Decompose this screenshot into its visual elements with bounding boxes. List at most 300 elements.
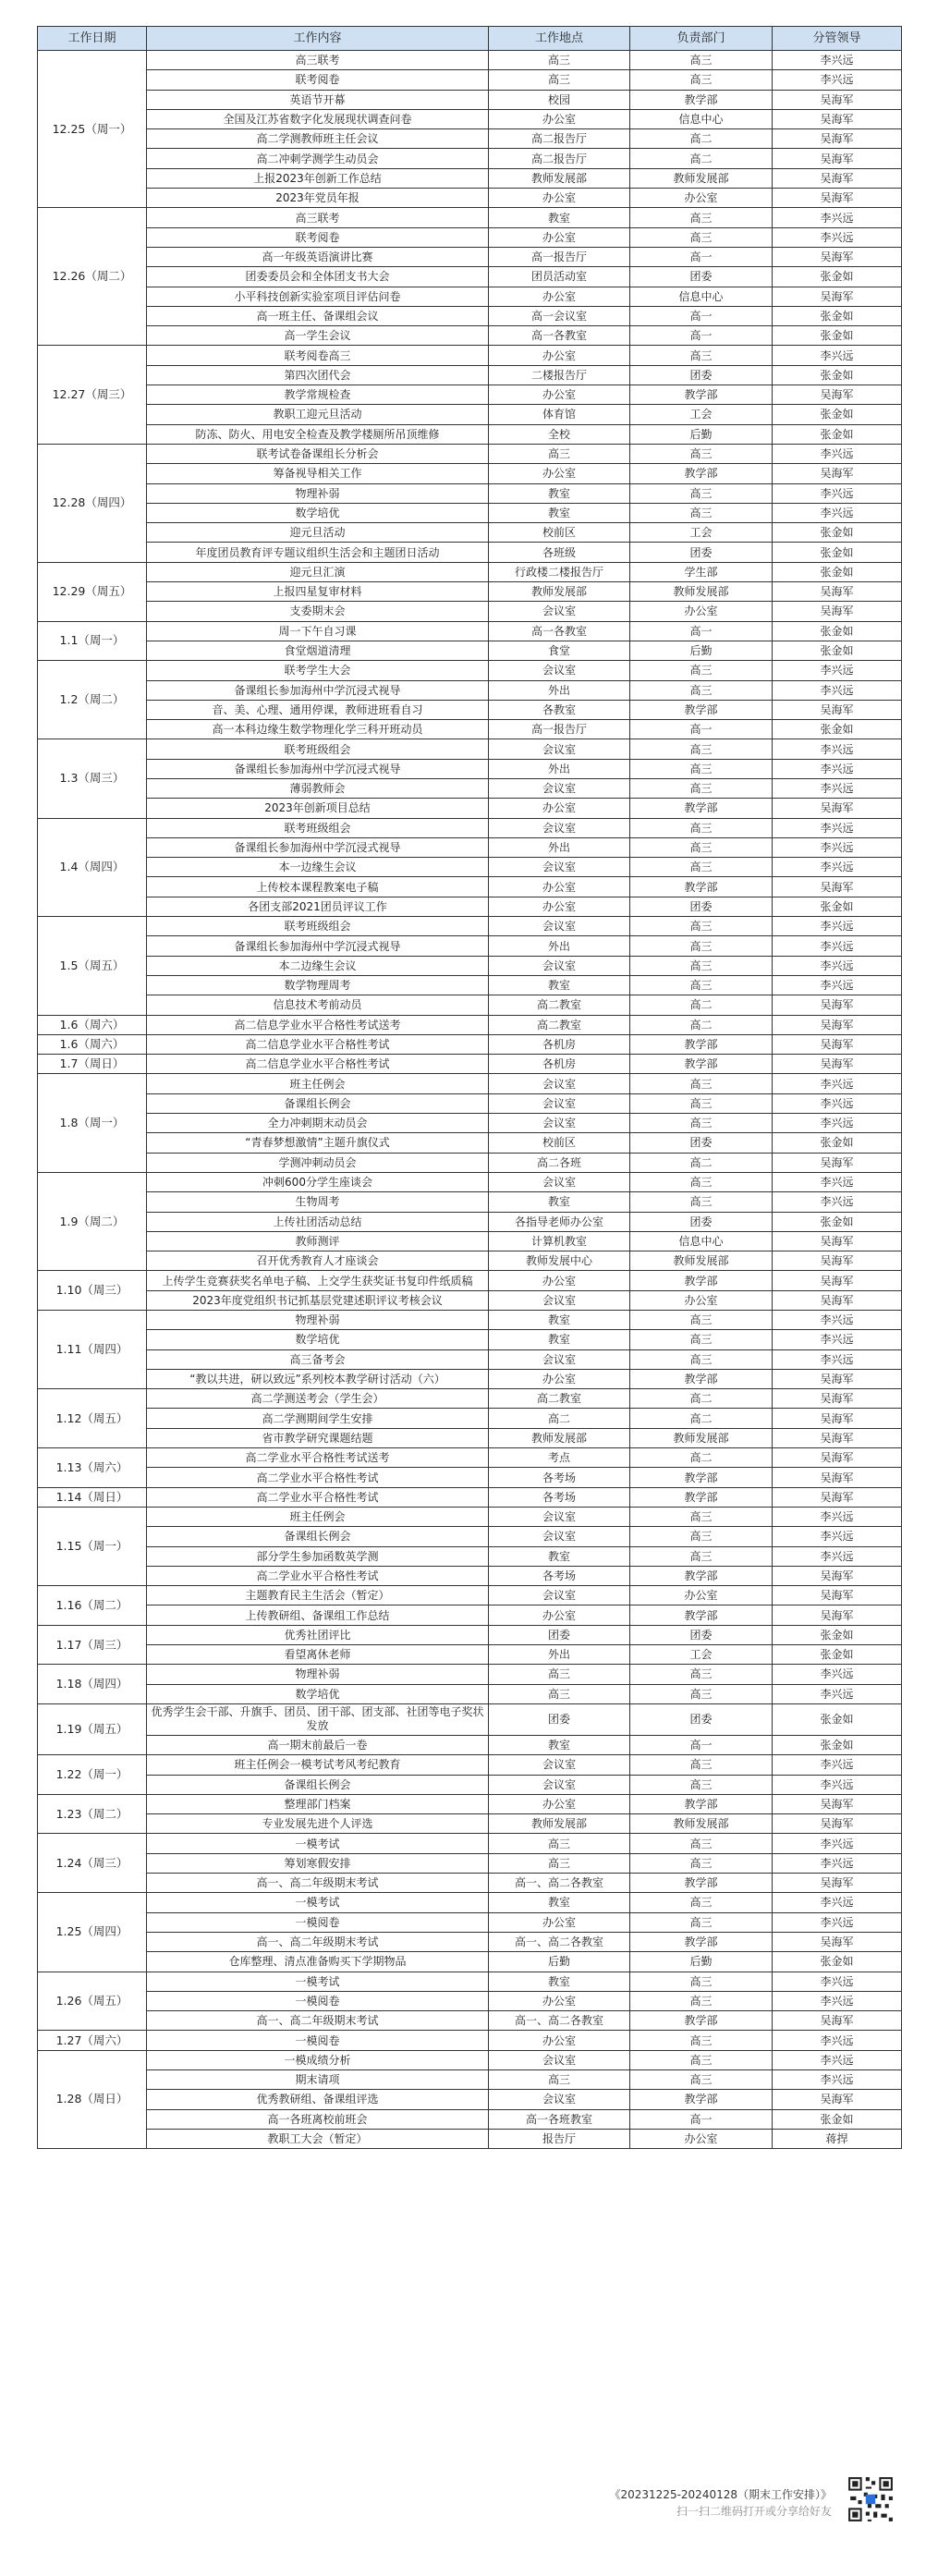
department-cell: 高二 [630,129,773,149]
qr-code-icon[interactable] [847,2475,895,2523]
table-row [38,2031,902,2050]
department-cell: 高三 [630,346,773,365]
table-row [38,287,902,306]
department-cell: 教学部 [630,1369,773,1388]
table-row [38,641,902,660]
work-cell: 看望离休老师 [147,1645,489,1665]
table-row [38,385,902,405]
leader-cell: 李兴远 [773,975,902,995]
location-cell: 办公室 [489,1991,630,2010]
table-row [38,858,902,877]
location-cell: 计算机教室 [489,1231,630,1251]
table-row [38,1468,902,1487]
table-row [38,247,902,266]
work-cell: 高一各班离校前班会 [147,2109,489,2129]
location-cell: 各机房 [489,1055,630,1074]
table-row [38,2069,902,2089]
location-cell: 校园 [489,90,630,109]
location-cell: 各考场 [489,1468,630,1487]
work-cell: 联考试卷备课组长分析会 [147,444,489,463]
footer-title: 《20231225-20240128（期末工作安排）》 [609,2488,832,2501]
department-cell: 高三 [630,1912,773,1932]
work-cell: 高二信息学业水平合格性考试 [147,1034,489,1054]
date-cell: 1.12（周五） [38,1389,147,1448]
department-cell: 高三 [630,936,773,956]
work-cell: 优秀学生会干部、升旗手、团员、团干部、团支部、社团等电子奖状发放 [147,1703,489,1735]
date-cell: 1.19（周五） [38,1703,147,1754]
table-row [38,995,902,1015]
location-cell: 报告厅 [489,2129,630,2148]
table-row [38,1271,902,1290]
table-row [38,1055,902,1074]
table-row [38,444,902,463]
location-cell: 外出 [489,936,630,956]
department-cell: 高三 [630,818,773,837]
leader-cell: 吴海军 [773,1586,902,1605]
leader-cell: 吴海军 [773,1034,902,1054]
location-cell: 会议室 [489,739,630,759]
department-cell: 高三 [630,1546,773,1566]
work-cell: 高一、高二年级期末考试 [147,1874,489,1893]
leader-cell: 李兴远 [773,818,902,837]
work-cell: 班主任例会一模考试考风考纪教育 [147,1755,489,1775]
table-row [38,661,902,680]
leader-cell: 吴海军 [773,189,902,208]
location-cell: 会议室 [489,858,630,877]
date-cell: 1.15（周一） [38,1507,147,1585]
work-cell: 高二学测教师班主任会议 [147,129,489,149]
location-cell: 高一各班教室 [489,2109,630,2129]
table-row [38,464,902,483]
work-cell: 上报2023年创新工作总结 [147,168,489,188]
work-cell: 上传社团活动总结 [147,1212,489,1231]
leader-cell: 张金如 [773,562,902,581]
work-cell: 冲刺600分学生座谈会 [147,1172,489,1191]
department-cell: 高三 [630,1775,773,1794]
work-cell: 高一年级英语演讲比赛 [147,247,489,266]
location-cell: 教室 [489,1972,630,1991]
work-cell: 联考学生大会 [147,661,489,680]
department-cell: 教师发展部 [630,168,773,188]
work-cell: 物理补弱 [147,1311,489,1330]
department-cell: 高三 [630,1114,773,1133]
department-cell: 团委 [630,897,773,916]
table-row [38,1834,902,1853]
location-cell: 会议室 [489,1586,630,1605]
department-cell: 办公室 [630,2129,773,2148]
table-row [38,582,902,602]
location-cell: 办公室 [489,1369,630,1388]
table-row [38,1586,902,1605]
table-row [38,405,902,424]
leader-cell: 吴海军 [773,109,902,128]
department-cell: 高三 [630,1074,773,1093]
work-cell: 筹备视导相关工作 [147,464,489,483]
location-cell: 教室 [489,503,630,522]
leader-cell: 吴海军 [773,700,902,719]
location-cell: 办公室 [489,227,630,247]
table-row [38,1172,902,1191]
location-cell: 会议室 [489,661,630,680]
work-cell: 高二学业水平合格性考试 [147,1487,489,1507]
table-row [38,523,902,543]
work-cell: 团委委员会和全体团支书大会 [147,267,489,287]
leader-cell: 李兴远 [773,1834,902,1853]
leader-cell: 吴海军 [773,129,902,149]
location-cell: 高一、高二各教室 [489,2011,630,2031]
department-cell: 高三 [630,917,773,936]
department-cell: 高二 [630,149,773,168]
leader-cell: 李兴远 [773,1192,902,1212]
location-cell: 教师发展部 [489,1814,630,1834]
location-cell: 教室 [489,208,630,227]
table-row [38,2011,902,2031]
leader-cell: 李兴远 [773,759,902,778]
table-row [38,1290,902,1310]
department-cell: 高三 [630,1507,773,1526]
department-cell: 办公室 [630,602,773,621]
work-cell: 联考阅卷高三 [147,346,489,365]
leader-cell: 李兴远 [773,346,902,365]
work-cell: 高三备考会 [147,1349,489,1369]
table-row [38,267,902,287]
table-row [38,1349,902,1369]
department-cell: 高二 [630,1409,773,1428]
table-row [38,70,902,90]
work-cell: 防冻、防火、用电安全检查及教学楼厕所吊顶维修 [147,424,489,444]
leader-cell: 蒋捍 [773,2129,902,2148]
location-cell: 各考场 [489,1487,630,1507]
leader-cell: 张金如 [773,1952,902,1972]
department-cell: 教学部 [630,2090,773,2109]
location-cell: 会议室 [489,1172,630,1191]
department-cell: 高一 [630,720,773,739]
work-cell: 高二学业水平合格性考试 [147,1566,489,1585]
location-cell: 外出 [489,680,630,700]
work-cell: 备课组长例会 [147,1527,489,1546]
location-cell: 高二教室 [489,995,630,1015]
work-cell: 学测冲刺动员会 [147,1153,489,1172]
location-cell: 团员活动室 [489,267,630,287]
work-cell: 教职工大会（暂定） [147,2129,489,2148]
location-cell: 教室 [489,483,630,503]
table-row [38,306,902,325]
leader-cell: 吴海军 [773,1369,902,1388]
work-cell: 联考班级组会 [147,739,489,759]
location-cell: 高三 [489,1684,630,1703]
department-cell: 高一 [630,326,773,346]
table-row [38,109,902,128]
date-cell: 1.22（周一） [38,1755,147,1795]
location-cell: 体育馆 [489,405,630,424]
department-cell: 高三 [630,1972,773,1991]
table-row [38,1487,902,1507]
location-cell: 二楼报告厅 [489,365,630,385]
location-cell: 办公室 [489,1605,630,1625]
leader-cell: 李兴远 [773,1349,902,1369]
table-row [38,837,902,857]
department-cell: 办公室 [630,189,773,208]
location-cell: 会议室 [489,1114,630,1133]
department-cell: 高三 [630,739,773,759]
schedule-sheet [37,26,901,2149]
location-cell: 办公室 [489,385,630,405]
leader-cell: 李兴远 [773,208,902,227]
table-row [38,1794,902,1813]
table-row [38,720,902,739]
location-cell: 高三 [489,51,630,70]
department-cell: 教师发展部 [630,582,773,602]
work-cell: 高二信息学业水平合格性考试送考 [147,1015,489,1034]
department-cell: 教学部 [630,700,773,719]
location-cell: 高二教室 [489,1015,630,1034]
leader-cell: 张金如 [773,405,902,424]
work-cell: 一模考试 [147,1834,489,1853]
date-cell: 1.8（周一） [38,1074,147,1172]
footer-hint: 扫一扫二维码打开或分享给好友 [676,2505,832,2518]
date-cell: 1.4（周四） [38,818,147,916]
location-cell: 办公室 [489,799,630,818]
leader-cell: 吴海军 [773,1794,902,1813]
work-cell: 本二边缘生会议 [147,956,489,975]
date-cell: 1.13（周六） [38,1448,147,1488]
table-row [38,975,902,995]
department-cell: 高二 [630,995,773,1015]
location-cell: 高二 [489,1409,630,1428]
department-cell: 教学部 [630,1932,773,1951]
department-cell: 高二 [630,1153,773,1172]
work-cell: 联考班级组会 [147,818,489,837]
location-cell: 高一、高二各教室 [489,1874,630,1893]
location-cell: 团委 [489,1703,630,1735]
leader-cell: 李兴远 [773,51,902,70]
location-cell: 会议室 [489,1074,630,1093]
table-row [38,543,902,562]
location-cell: 办公室 [489,1271,630,1290]
work-cell: 上报四星复审材料 [147,582,489,602]
department-cell: 高三 [630,1330,773,1349]
leader-cell: 李兴远 [773,2069,902,2089]
department-cell: 后勤 [630,1952,773,1972]
work-cell: 优秀社团评比 [147,1625,489,1644]
department-cell: 团委 [630,1625,773,1644]
location-cell: 高二各班 [489,1153,630,1172]
leader-cell: 张金如 [773,543,902,562]
leader-cell: 吴海军 [773,1874,902,1893]
table-body [38,51,902,2149]
work-cell: 一模阅卷 [147,1912,489,1932]
leader-cell: 张金如 [773,267,902,287]
table-row [38,621,902,641]
location-cell: 教室 [489,1192,630,1212]
location-cell: 会议室 [489,1755,630,1775]
leader-cell: 李兴远 [773,2031,902,2050]
work-cell: 联考班级组会 [147,917,489,936]
location-cell: 会议室 [489,917,630,936]
work-cell: 教学常规检查 [147,385,489,405]
date-cell: 12.28（周四） [38,444,147,562]
table-row [38,2090,902,2109]
table-row [38,1625,902,1644]
work-cell: 高一期末前最后一卷 [147,1735,489,1754]
table-row [38,1330,902,1349]
location-cell: 高一各教室 [489,621,630,641]
work-cell: 食堂烟道清理 [147,641,489,660]
leader-cell: 张金如 [773,720,902,739]
leader-cell: 李兴远 [773,680,902,700]
table-row [38,1755,902,1775]
department-cell: 教学部 [630,1487,773,1507]
work-cell: 高二学测期间学生安排 [147,1409,489,1428]
table-row [38,1369,902,1388]
work-cell: 一模阅卷 [147,2031,489,2050]
table-row [38,483,902,503]
location-cell: 会议室 [489,1093,630,1113]
department-cell: 高三 [630,759,773,778]
department-cell: 团委 [630,267,773,287]
leader-cell: 李兴远 [773,1912,902,1932]
leader-cell: 李兴远 [773,444,902,463]
leader-cell: 吴海军 [773,1487,902,1507]
location-cell: 高三 [489,1853,630,1873]
table-row [38,1428,902,1447]
date-cell: 1.16（周二） [38,1586,147,1626]
location-cell: 高三 [489,444,630,463]
location-cell: 办公室 [489,464,630,483]
department-cell: 高三 [630,51,773,70]
department-cell: 办公室 [630,1290,773,1310]
location-cell: 高一会议室 [489,306,630,325]
department-cell: 高三 [630,70,773,90]
department-cell: 高三 [630,483,773,503]
department-cell: 高三 [630,1991,773,2010]
work-cell: 小平科技创新实验室项目评估问卷 [147,287,489,306]
date-cell: 1.25（周四） [38,1893,147,1972]
table-row [38,1853,902,1873]
date-cell: 1.11（周四） [38,1311,147,1389]
table-row [38,2050,902,2069]
department-cell: 高三 [630,444,773,463]
work-cell: 优秀教研组、备课组评选 [147,2090,489,2109]
work-cell: 英语节开幕 [147,90,489,109]
table-row [38,739,902,759]
department-cell: 高三 [630,956,773,975]
department-cell: 教学部 [630,2011,773,2031]
location-cell: 教室 [489,1330,630,1349]
work-cell: 高一本科边缘生数学物理化学三科开班动员 [147,720,489,739]
table-row [38,1231,902,1251]
leader-cell: 李兴远 [773,1527,902,1546]
department-cell: 高三 [630,1665,773,1684]
table-row [38,2129,902,2148]
work-cell: “青春梦想激情”主题升旗仪式 [147,1133,489,1153]
department-cell: 教学部 [630,1566,773,1585]
work-cell: 高二信息学业水平合格性考试 [147,1055,489,1074]
leader-cell: 吴海军 [773,1290,902,1310]
work-cell: 一模成绩分析 [147,2050,489,2069]
location-cell: 教室 [489,1735,630,1754]
location-cell: 教室 [489,1893,630,1912]
location-cell: 高一各教室 [489,326,630,346]
department-cell: 高三 [630,227,773,247]
table-row [38,759,902,778]
work-cell: 主题教育民主生活会（暂定） [147,1586,489,1605]
location-cell: 外出 [489,1645,630,1665]
leader-cell: 李兴远 [773,483,902,503]
leader-cell: 李兴远 [773,858,902,877]
date-cell: 1.1（周一） [38,621,147,661]
work-cell: 期末请项 [147,2069,489,2089]
department-cell: 学生部 [630,562,773,581]
table-row [38,1153,902,1172]
department-cell: 教学部 [630,1605,773,1625]
table-row [38,1015,902,1034]
work-cell: 数学物理周考 [147,975,489,995]
table-row [38,1074,902,1093]
department-cell: 教师发展部 [630,1251,773,1271]
leader-cell: 李兴远 [773,1074,902,1093]
date-cell: 1.14（周日） [38,1487,147,1507]
location-cell: 校前区 [489,523,630,543]
location-cell: 后勤 [489,1952,630,1972]
work-cell: 第四次团代会 [147,365,489,385]
work-cell: 高二冲刺学测学生动员会 [147,149,489,168]
work-cell: 数学培优 [147,1330,489,1349]
table-row [38,503,902,522]
work-cell: 备课组长例会 [147,1775,489,1794]
work-cell: 本一边缘生会议 [147,858,489,877]
department-cell: 团委 [630,1212,773,1231]
location-cell: 办公室 [489,346,630,365]
location-cell: 食堂 [489,641,630,660]
work-cell: 高一班主任、备课组会议 [147,306,489,325]
table-row [38,1735,902,1754]
table-row [38,1814,902,1834]
table-row [38,2109,902,2129]
leader-cell: 吴海军 [773,287,902,306]
department-cell: 教学部 [630,1874,773,1893]
date-cell: 1.7（周日） [38,1055,147,1074]
table-row [38,936,902,956]
leader-cell: 李兴远 [773,1546,902,1566]
location-cell: 各指导老师办公室 [489,1212,630,1231]
header-work: 工作内容 [147,27,489,51]
work-cell: 召开优秀教育人才座谈会 [147,1251,489,1271]
location-cell: 会议室 [489,602,630,621]
table-row [38,917,902,936]
location-cell: 教室 [489,1311,630,1330]
leader-cell: 李兴远 [773,917,902,936]
location-cell: 会议室 [489,1527,630,1546]
work-cell: 联考阅卷 [147,70,489,90]
work-cell: 部分学生参加函数英学测 [147,1546,489,1566]
location-cell: 会议室 [489,2050,630,2069]
work-cell: 备课组长参加海州中学沉浸式视导 [147,759,489,778]
department-cell: 信息中心 [630,1231,773,1251]
leader-cell: 李兴远 [773,837,902,857]
location-cell: 会议室 [489,1290,630,1310]
schedule-table [37,26,902,2149]
leader-cell: 张金如 [773,897,902,916]
location-cell: 教室 [489,975,630,995]
leader-cell: 李兴远 [773,1853,902,1873]
location-cell: 各班级 [489,543,630,562]
table-row [38,1448,902,1468]
table-row [38,1389,902,1409]
department-cell: 高一 [630,306,773,325]
work-cell: 高二学测送考会（学生会） [147,1389,489,1409]
department-cell: 工会 [630,523,773,543]
